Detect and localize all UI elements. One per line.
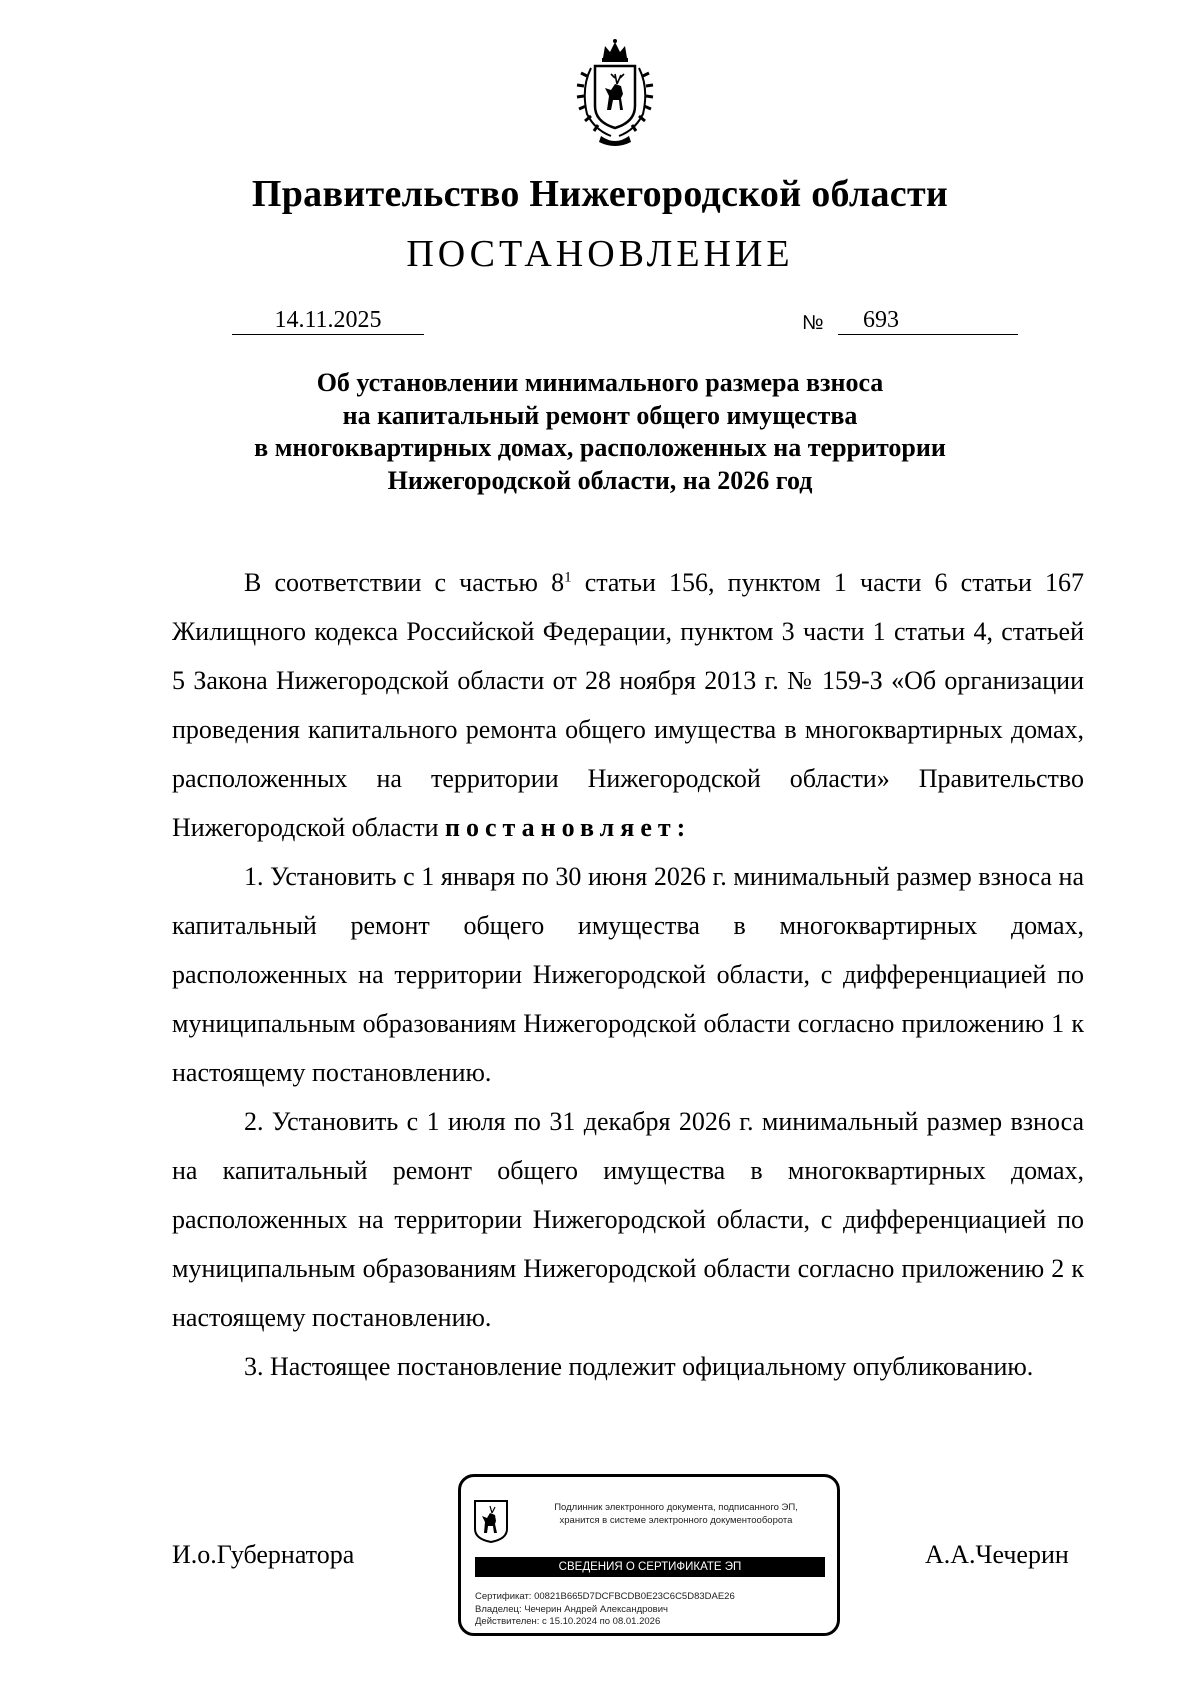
stamp-header-line: Подлинник электронного документа, подписанного ЭП,	[554, 1502, 798, 1513]
preamble-text: статьи 156, пунктом 1 части 6 статьи 167 Жилищного кодекса Российской Федерации, пунктом 3 части 1 статьи 4, статьей 5 Закона Нижегородской области от 28 ноября 2013 г. № 159-З «Об организации проведения капитального ремонта общего имущества в многоквартирных домах, расположенных на территории Нижегородской области» Правительство Нижегородской области	[172, 568, 1085, 842]
deer-emblem-icon	[473, 1499, 509, 1543]
signatory-name: А.А.Чечерин	[925, 1540, 1069, 1569]
superscript: 1	[564, 569, 572, 586]
organization-name: Правительство Нижегородской области	[251, 173, 949, 215]
certificate-id: Сертификат: 00821B665D7DCFBCDB0E23C6C5D83DAE26	[475, 1591, 735, 1602]
document-type: ПОСТАНОВЛЕНИЕ	[406, 233, 794, 275]
title-line: на капитальный ремонт общего имущества	[342, 400, 858, 430]
item-paragraph: 3. Настоящее постановление подлежит официальному опубликованию.	[244, 1352, 1034, 1381]
certificate-validity: Действителен: с 15.10.2024 по 08.01.2026	[475, 1616, 661, 1627]
title-line: Об установлении минимального размера взноса	[316, 368, 884, 397]
preamble-paragraph	[172, 558, 1084, 852]
preamble-text: В соответствии с частью 8	[244, 568, 565, 597]
stamp-title-bar: СВЕДЕНИЯ О СЕРТИФИКАТЕ ЭП	[475, 1557, 825, 1577]
electronic-signature-stamp	[458, 1474, 840, 1636]
document-date: 14.11.2025	[232, 306, 424, 335]
decree-word: постановляет:	[445, 813, 692, 842]
coat-of-arms-emblem	[565, 38, 665, 148]
signatory-position: И.о.Губернатора	[172, 1540, 355, 1569]
document-body	[172, 558, 1084, 1391]
certificate-owner: Владелец: Чечерин Андрей Александрович	[475, 1603, 668, 1615]
certificate-details	[475, 1591, 735, 1629]
document-number: 693	[838, 306, 1018, 335]
title-line: в многоквартирных домах, расположенных на территории	[254, 433, 946, 462]
title-line: Нижегородской области, на 2026 год	[387, 465, 813, 495]
item-paragraph: 1. Установить с 1 января по 30 июня 2026 г. минимальный размер взноса на капитальный ремонт общего имущества в многоквартирных домах, расположенных на территории Нижегородской области, с дифференциацией по муниципальным образованиям Нижегородской области согласно приложению 1 к настоящему постановлению.	[172, 862, 1084, 1087]
number-label: №	[802, 312, 824, 334]
document-title	[150, 367, 1050, 497]
coat-of-arms-icon	[565, 38, 665, 148]
stamp-header	[521, 1501, 831, 1527]
stamp-header-line: хранится в системе электронного документооборота	[559, 1515, 793, 1526]
item-paragraph: 2. Установить с 1 июля по 31 декабря 2026 г. минимальный размер взноса на капитальный ремонт общего имущества в многоквартирных домах, расположенных на территории Нижегородской области, с дифференциацией по муниципальным образованиям Нижегородской области согласно приложению 2 к настоящему постановлению.	[172, 1107, 1084, 1332]
